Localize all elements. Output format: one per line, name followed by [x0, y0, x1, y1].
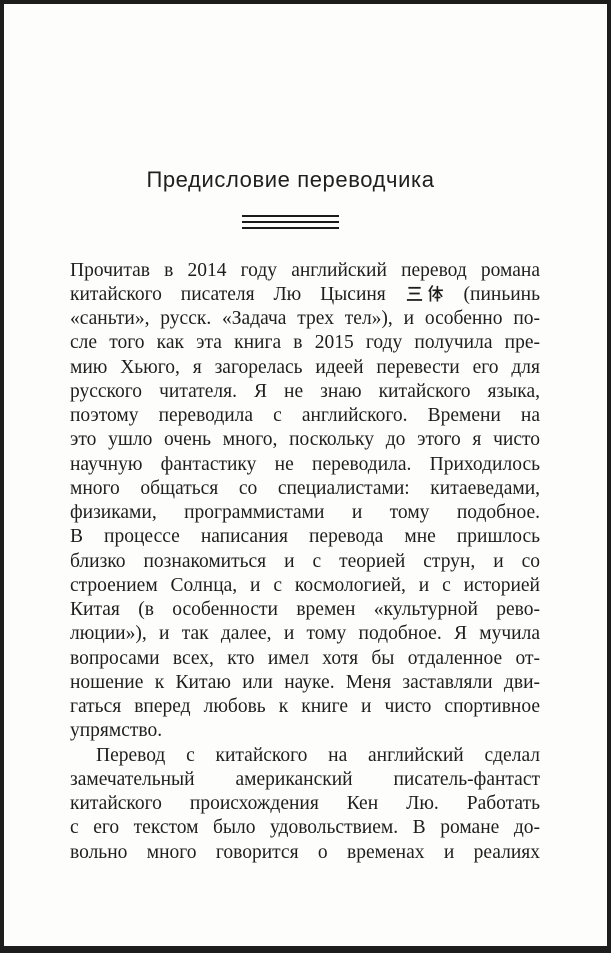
- text-line: китайского происхождения Кен Лю. Работать: [70, 793, 540, 814]
- text-line: близко познакомиться и с теорией струн, и со: [70, 550, 540, 572]
- text-line: сле того как эта книга в 2015 году получила пре-: [70, 332, 540, 354]
- page-body: [70, 259, 540, 865]
- chapter-heading: Предисловие переводчика: [146, 167, 435, 192]
- text-line: это ушло очень много, поскольку до этого я чисто: [70, 429, 540, 451]
- heading-divider: [4, 215, 577, 229]
- text-line: упрямство.: [70, 720, 163, 742]
- text-line: мию Хьюго, я загорелась идеей перевести его для: [70, 356, 540, 378]
- hanzi-san-glyph: [405, 284, 424, 303]
- text-line: физиками, программистами и тому подобное.: [70, 502, 540, 523]
- text-line: вольно много говорится о временах и реалиях: [70, 841, 540, 863]
- text-line: Китая (в особенности времен «культурной рево-: [70, 599, 540, 620]
- text-line: ношение к Китаю или науке. Меня заставляли дви-: [70, 671, 540, 693]
- text-line: «саньти», русск. «Задача трех тел»), и особенно по-: [70, 308, 540, 329]
- text-line: русского читателя. Я не знаю китайского языка,: [70, 380, 540, 402]
- text-line: Перевод с китайского на английский сделал: [96, 744, 540, 766]
- text-line: люции»), и так далее, и тому подобное. Я мучила: [70, 623, 540, 645]
- divider-line: [242, 227, 339, 229]
- text-line: строением Солнца, и с космологией, и с историей: [70, 574, 540, 596]
- text-line: с его текстом было удовольствием. В романе до-: [70, 817, 540, 839]
- text-line: замечательный американский писатель-фантаст: [70, 768, 540, 790]
- divider-line: [242, 221, 339, 223]
- text-line: Прочитав в 2014 году английский перевод романа: [70, 259, 540, 281]
- text-line: научную фантастику не переводила. Приходилось: [70, 453, 540, 475]
- text-line: китайского писателя Лю Цысиня (пиньинь: [70, 283, 540, 305]
- chinese-title-glyphs: [405, 284, 445, 303]
- text-line: много общаться со специалистами: китаеведами,: [70, 477, 540, 499]
- text-line: В процессе написания перевода мне пришлось: [70, 526, 540, 548]
- hanzi-ti-glyph: [426, 284, 445, 303]
- text-line: вопросами всех, кто имел хотя бы отдаленное от-: [70, 647, 540, 669]
- divider-line: [242, 215, 339, 217]
- text-line: поэтому переводила с английского. Времени на: [70, 405, 540, 426]
- text-line: гаться вперед любовь к книге и чисто спортивное: [70, 696, 540, 717]
